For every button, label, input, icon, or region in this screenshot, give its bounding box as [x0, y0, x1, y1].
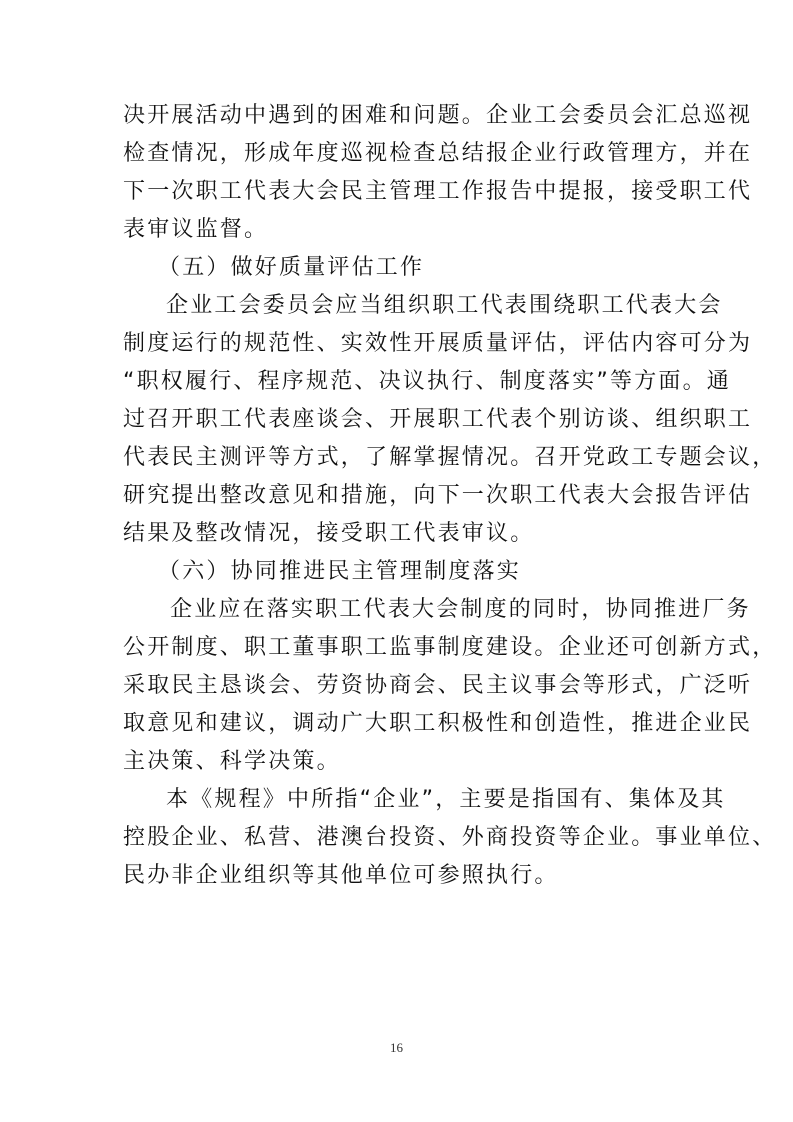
section-heading: （六）协同推进民主管理制度落实: [158, 559, 522, 584]
section-heading: （五）做好质量评估工作: [158, 255, 425, 280]
paragraph-line: 检查情况，形成年度巡视检查总结报企业行政管理方，并在: [123, 141, 753, 166]
paragraph-line: 控股企业、私营、港澳台投资、外商投资等企业。事业单位、: [123, 825, 777, 850]
paragraph-line: 民办非企业组织等其他单位可参照执行。: [123, 863, 559, 888]
paragraph-line: 公开制度、职工董事职工监事制度建设。企业还可创新方式，: [123, 635, 777, 660]
paragraph-line: 结果及整改情况，接受职工代表审议。: [123, 521, 535, 546]
paragraph-line: 取意见和建议，调动广大职工积极性和创造性，推进企业民: [123, 711, 753, 736]
paragraph-line: 企业工会委员会应当组织职工代表围绕职工代表大会: [166, 293, 723, 318]
paragraph-line: 企业应在落实职工代表大会制度的同时，协同推进厂务: [170, 597, 751, 622]
paragraph-line: 代表民主测评等方式，了解掌握情况。召开党政工专题会议，: [123, 445, 777, 470]
paragraph-line: 主决策、科学决策。: [123, 749, 341, 774]
paragraph-line: 本《规程》中所指“企业”，主要是指国有、集体及其: [166, 787, 726, 812]
paragraph-line: 下一次职工代表大会民主管理工作报告中提报，接受职工代: [123, 179, 753, 204]
paragraph-line: 制度运行的规范性、实效性开展质量评估，评估内容可分为: [123, 331, 753, 356]
paragraph-line: 过召开职工代表座谈会、开展职工代表个别访谈、组织职工: [123, 407, 753, 432]
page-number: 16: [390, 1040, 403, 1055]
paragraph-line: 表审议监督。: [123, 217, 269, 242]
paragraph-line: 采取民主恳谈会、劳资协商会、民主议事会等形式，广泛听: [123, 673, 753, 698]
paragraph-line: 决开展活动中遇到的困难和问题。企业工会委员会汇总巡视: [123, 103, 753, 128]
paragraph-line: “职权履行、程序规范、决议执行、制度落实”等方面。通: [123, 369, 731, 394]
paragraph-line: 研究提出整改意见和措施，向下一次职工代表大会报告评估: [123, 483, 753, 508]
